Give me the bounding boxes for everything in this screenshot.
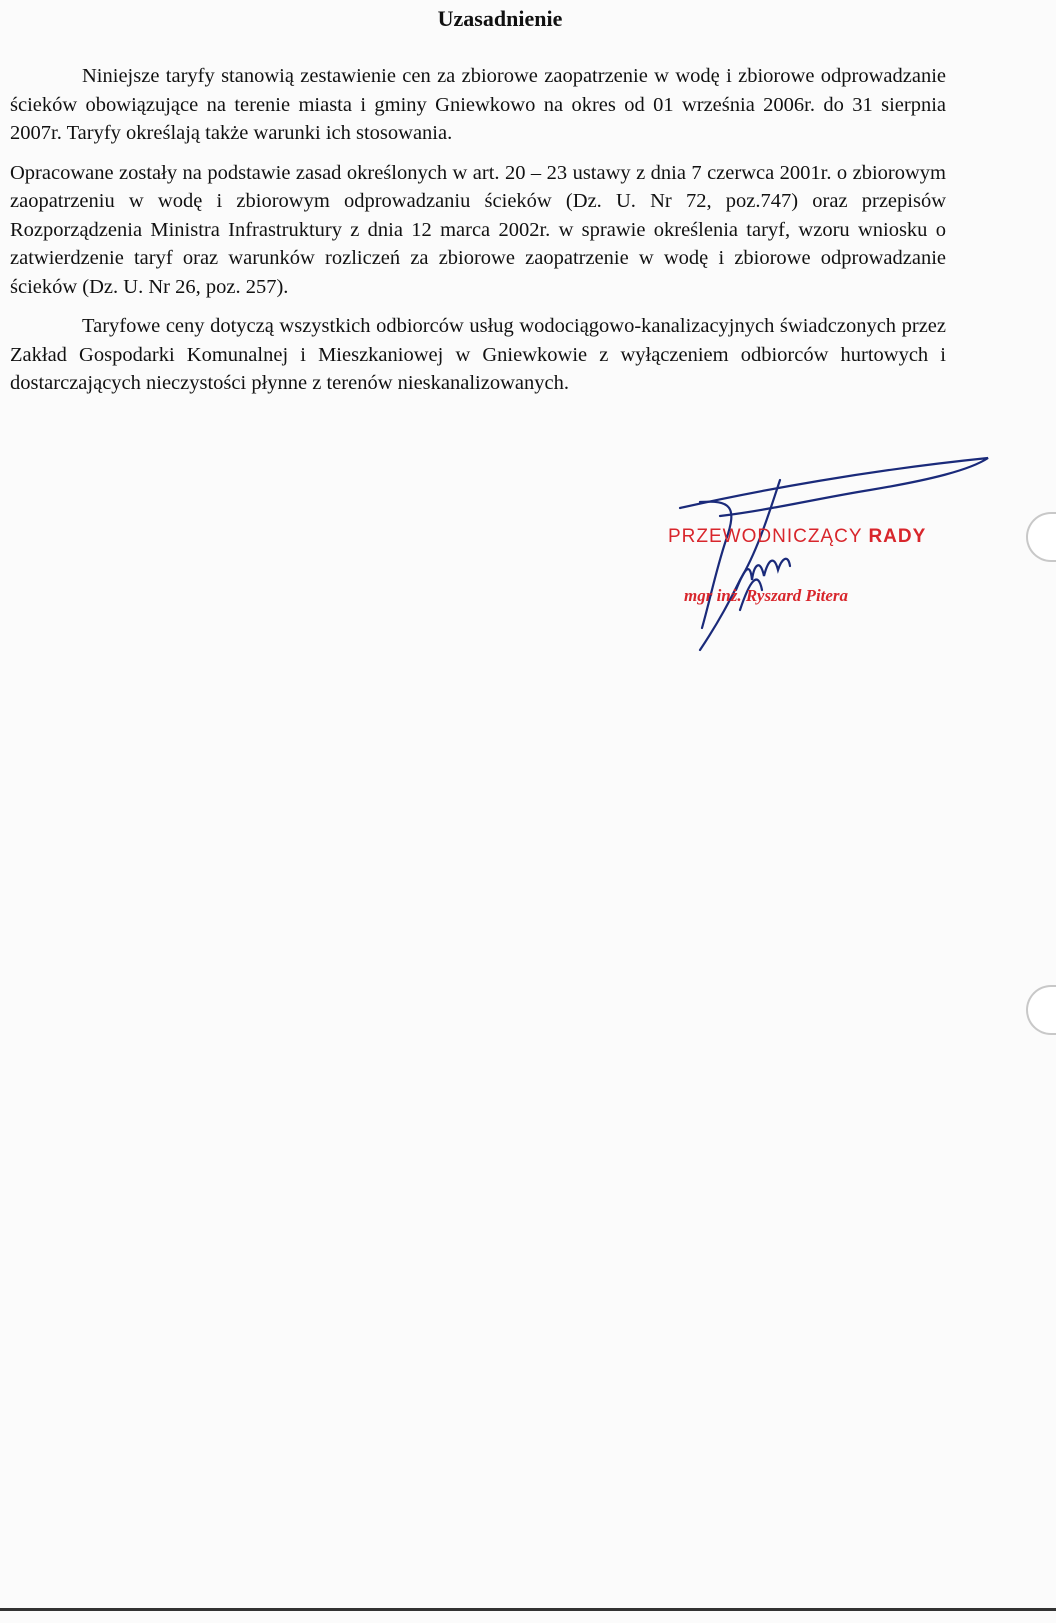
- stamp-signatory: mgr inż. Ryszard Pitera: [684, 586, 849, 605]
- stamp-title: PRZEWODNICZĄCY RADY: [668, 526, 927, 547]
- punch-hole-icon: [1026, 985, 1056, 1035]
- punch-hole-icon: [1026, 512, 1056, 562]
- paragraph-2: Opracowane zostały na podstawie zasad określonych w art. 20 – 23 ustawy z dnia 7 czerwca 2001r. o zbiorowym zaopatrzeniu w wodę i zbiorowym odprowadzaniu ścieków (Dz. U. Nr 72, poz.747) oraz przepisów Rozporządzenia Ministra Infrastruktury z dnia 12 marca 2002r. w sprawie określenia taryf, wzoru wniosku o zatwierdzenie taryf oraz warunków rozliczeń za zbiorowe zaopatrzenie w wodę i zbiorowe odprowadzanie ścieków (Dz. U. Nr 26, poz. 257).: [10, 161, 946, 298]
- paragraph-1: Niniejsze taryfy stanowią zestawienie cen za zbiorowe zaopatrzenie w wodę i zbiorowe odprowadzanie ścieków obowiązujące na terenie miasta i gminy Gniewkowo na okres od 01 września 2006r. do 31 sierpnia 2007r. Taryfy określają także warunki ich stosowania.: [10, 65, 946, 144]
- page-edge-divider: [0, 1608, 1056, 1611]
- document-body: [10, 62, 946, 409]
- signature-icon: [640, 450, 1000, 670]
- document-title: Uzasadnienie: [437, 6, 563, 31]
- paragraph-3: Taryfowe ceny dotyczą wszystkich odbiorców usług wodociągowo-kanalizacyjnych świadczonych przez Zakład Gospodarki Komunalnej i Mieszkaniowej w Gniewkowie z wyłączeniem odbiorców hurtowych i dostarczających nieczystości płynne z terenów nieskanalizowanych.: [10, 315, 946, 394]
